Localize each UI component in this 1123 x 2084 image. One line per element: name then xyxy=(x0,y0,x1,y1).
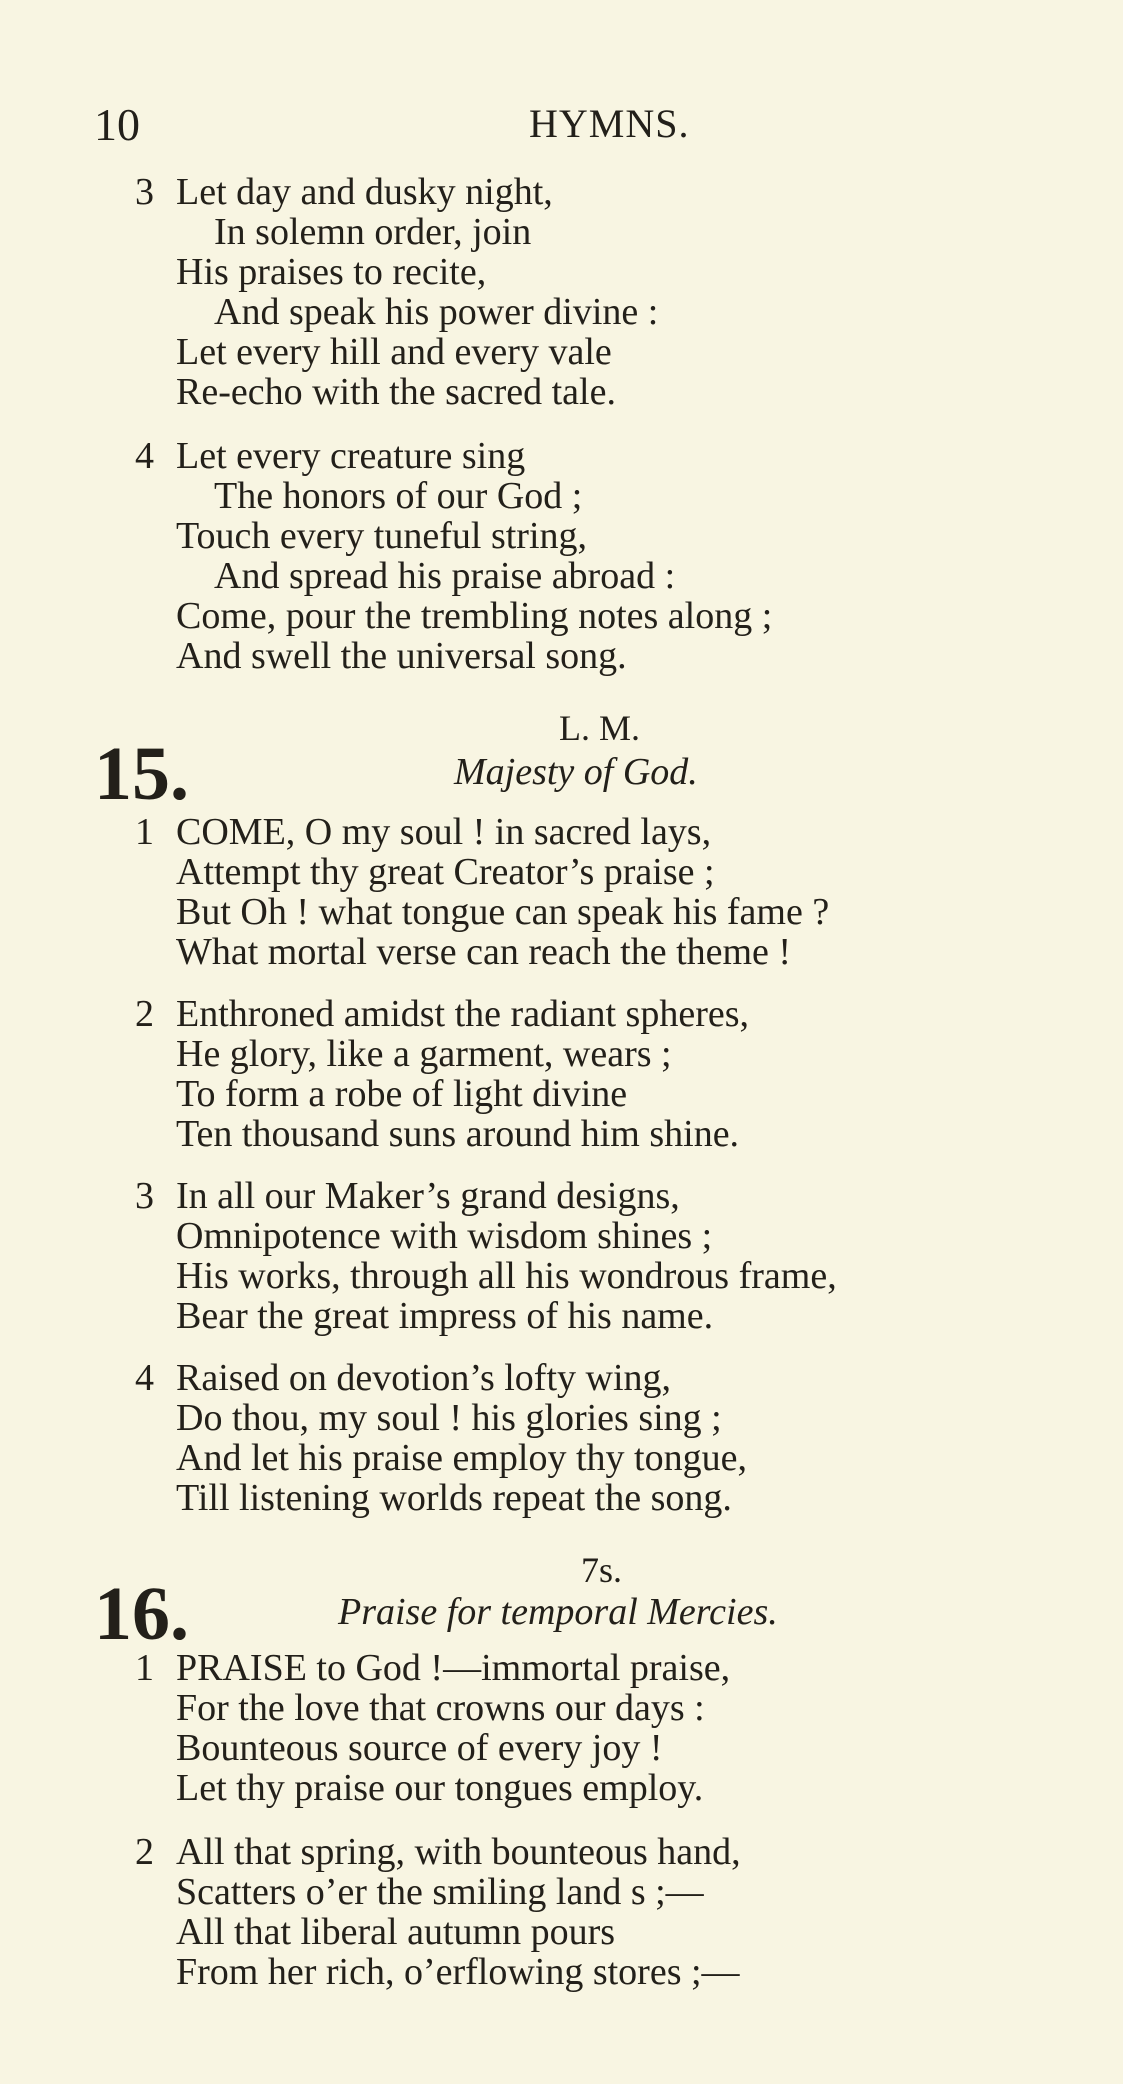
stanza-number: 2 xyxy=(135,1831,154,1873)
page-number: 10 xyxy=(94,99,140,150)
hymn-subject: Majesty of God. xyxy=(454,751,698,793)
stanza-number: 4 xyxy=(135,1357,154,1399)
hymn-meter: 7s. xyxy=(581,1550,623,1590)
running-title: HYMNS. xyxy=(529,101,690,146)
hymn-number: 16. xyxy=(94,1572,189,1656)
stanza-number: 1 xyxy=(135,811,154,853)
hymn-subject: Praise for temporal Mercies. xyxy=(338,1591,778,1633)
stanza-number: 4 xyxy=(135,435,154,477)
hymn-meter: L. M. xyxy=(559,708,640,748)
book-page: 10 HYMNS. 3 Let day and dusky night, In solemn order, join His praises to recite, And speak his power divine : Let every hill and every vale Re-echo with the sacred tale. 4 Let every creature sing The honors of our God ; Touch every tuneful string, And spread his praise abroad : Come, pour the trembling notes along ; And swell the universal song. 15. L. M. Majesty of God. 1 COME, O my soul ! in sacred lays, Attempt thy great Creator’s praise ; But Oh ! what tongue can speak his fame ? What mortal verse can reach the theme ! 2 Enthroned amidst the radiant spheres, He glory, like a garment, wears ; To form a robe of light divine Ten thousand suns around him shine. 3 In all our Maker’s grand designs, Omnipotence with wisdom shines ; His works, through all his wondrous frame, Bear the great impress of his name. 4 Raised on devotion’s lofty wing, Do thou, my soul ! his glories sing ; And let his praise employ thy tongue, Till listening worlds repeat the song. 16. 7s. Praise for temporal Mercies. 1 PRAISE to God !—immortal praise, For the love that crowns our days : Bounteous source of every joy ! Let thy praise our tongues employ. 2 All that spring, with bounteous hand, Scatters o’er the smiling land s ;— All that liberal autumn pours From her rich, o’erflowing stores ;— xyxy=(0,0,1123,2084)
stanza-number: 3 xyxy=(135,1175,154,1217)
stanza-number: 1 xyxy=(135,1647,154,1689)
stanza-number: 2 xyxy=(135,993,154,1035)
page-header xyxy=(94,98,994,154)
hymn-number: 15. xyxy=(94,732,189,816)
stanza-number: 3 xyxy=(135,171,154,213)
